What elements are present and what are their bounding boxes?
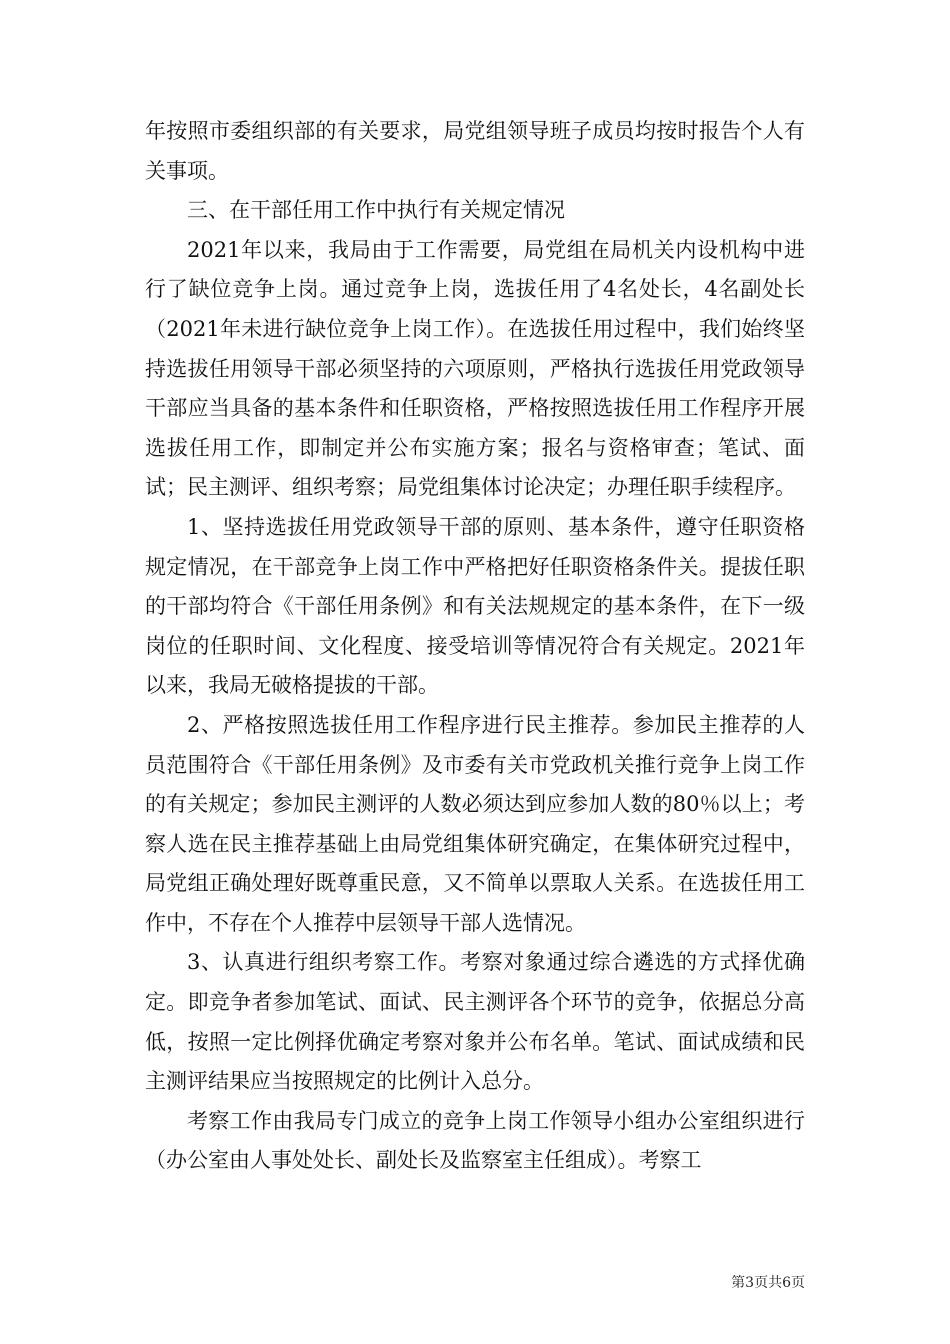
section-heading: 三、在干部任用工作中执行有关规定情况 xyxy=(187,198,565,223)
page-number-footer: 第3页共6页 xyxy=(731,1275,805,1291)
paragraph-inspection: 考察工作由我局专门成立的竞争上岗工作领导小组办公室组织进行（办公室由人事处处长、副处长及监察室主任组成）。考察工 xyxy=(145,1108,805,1173)
page-body xyxy=(145,112,805,1181)
paragraph-continuation: 年按照市委组织部的有关要求，局党组领导班子成员均按时报告个人有关事项。 xyxy=(145,119,805,183)
paragraph-item-2: 2、严格按照选拔任用工作程序进行民主推荐。参加民主推荐的人员范围符合《干部任用条例》及市委有关市党政机关推行竞争上岗工作的有关规定；参加民主测评的人数必须达到应参加人数的80％以上；考察人选在民主推荐基础上由局党组集体研究确定，在集体研究过程中，局党组正确处理好既尊重民意，又不简单以票取人关系。在选拔任用工作中，不存在个人推荐中层领导干部人选情况。 xyxy=(145,712,805,935)
paragraph-item-3: 3、认真进行组织考察工作。考察对象通过综合遴选的方式择优确定。即竞争者参加笔试、面试、民主测评各个环节的竞争，依据总分高低，按照一定比例择优确定考察对象并公布名单。笔试、面试成绩和民主测评结果应当按照规定的比例计入总分。 xyxy=(145,950,805,1094)
paragraph-item-1: 1、坚持选拔任用党政领导干部的原则、基本条件，遵守任职资格规定情况，在干部竞争上岗工作中严格把好任职资格条件关。提拔任职的干部均符合《干部任用条例》和有关法规规定的基本条件，在下一级岗位的任职时间、文化程度、接受培训等情况符合有关规定。2021年以来，我局无破格提拔的干部。 xyxy=(145,514,805,698)
paragraph-overview: 2021年以来，我局由于工作需要，局党组在局机关内设机构中进行了缺位竞争上岗。通过竞争上岗，选拔任用了4名处长，4名副处长（2021年未进行缺位竞争上岗工作）。在选拔任用过程中，我们始终坚持选拔任用领导干部必须坚持的六项原则，严格执行选拔任用党政领导干部应当具备的基本条件和任职资格，严格按照选拔任用工作程序开展选拔任用工作，即制定并公布实施方案；报名与资格审查；笔试、面试；民主测评、组织考察；局党组集体讨论决定；办理任职手续程序。 xyxy=(145,237,805,500)
